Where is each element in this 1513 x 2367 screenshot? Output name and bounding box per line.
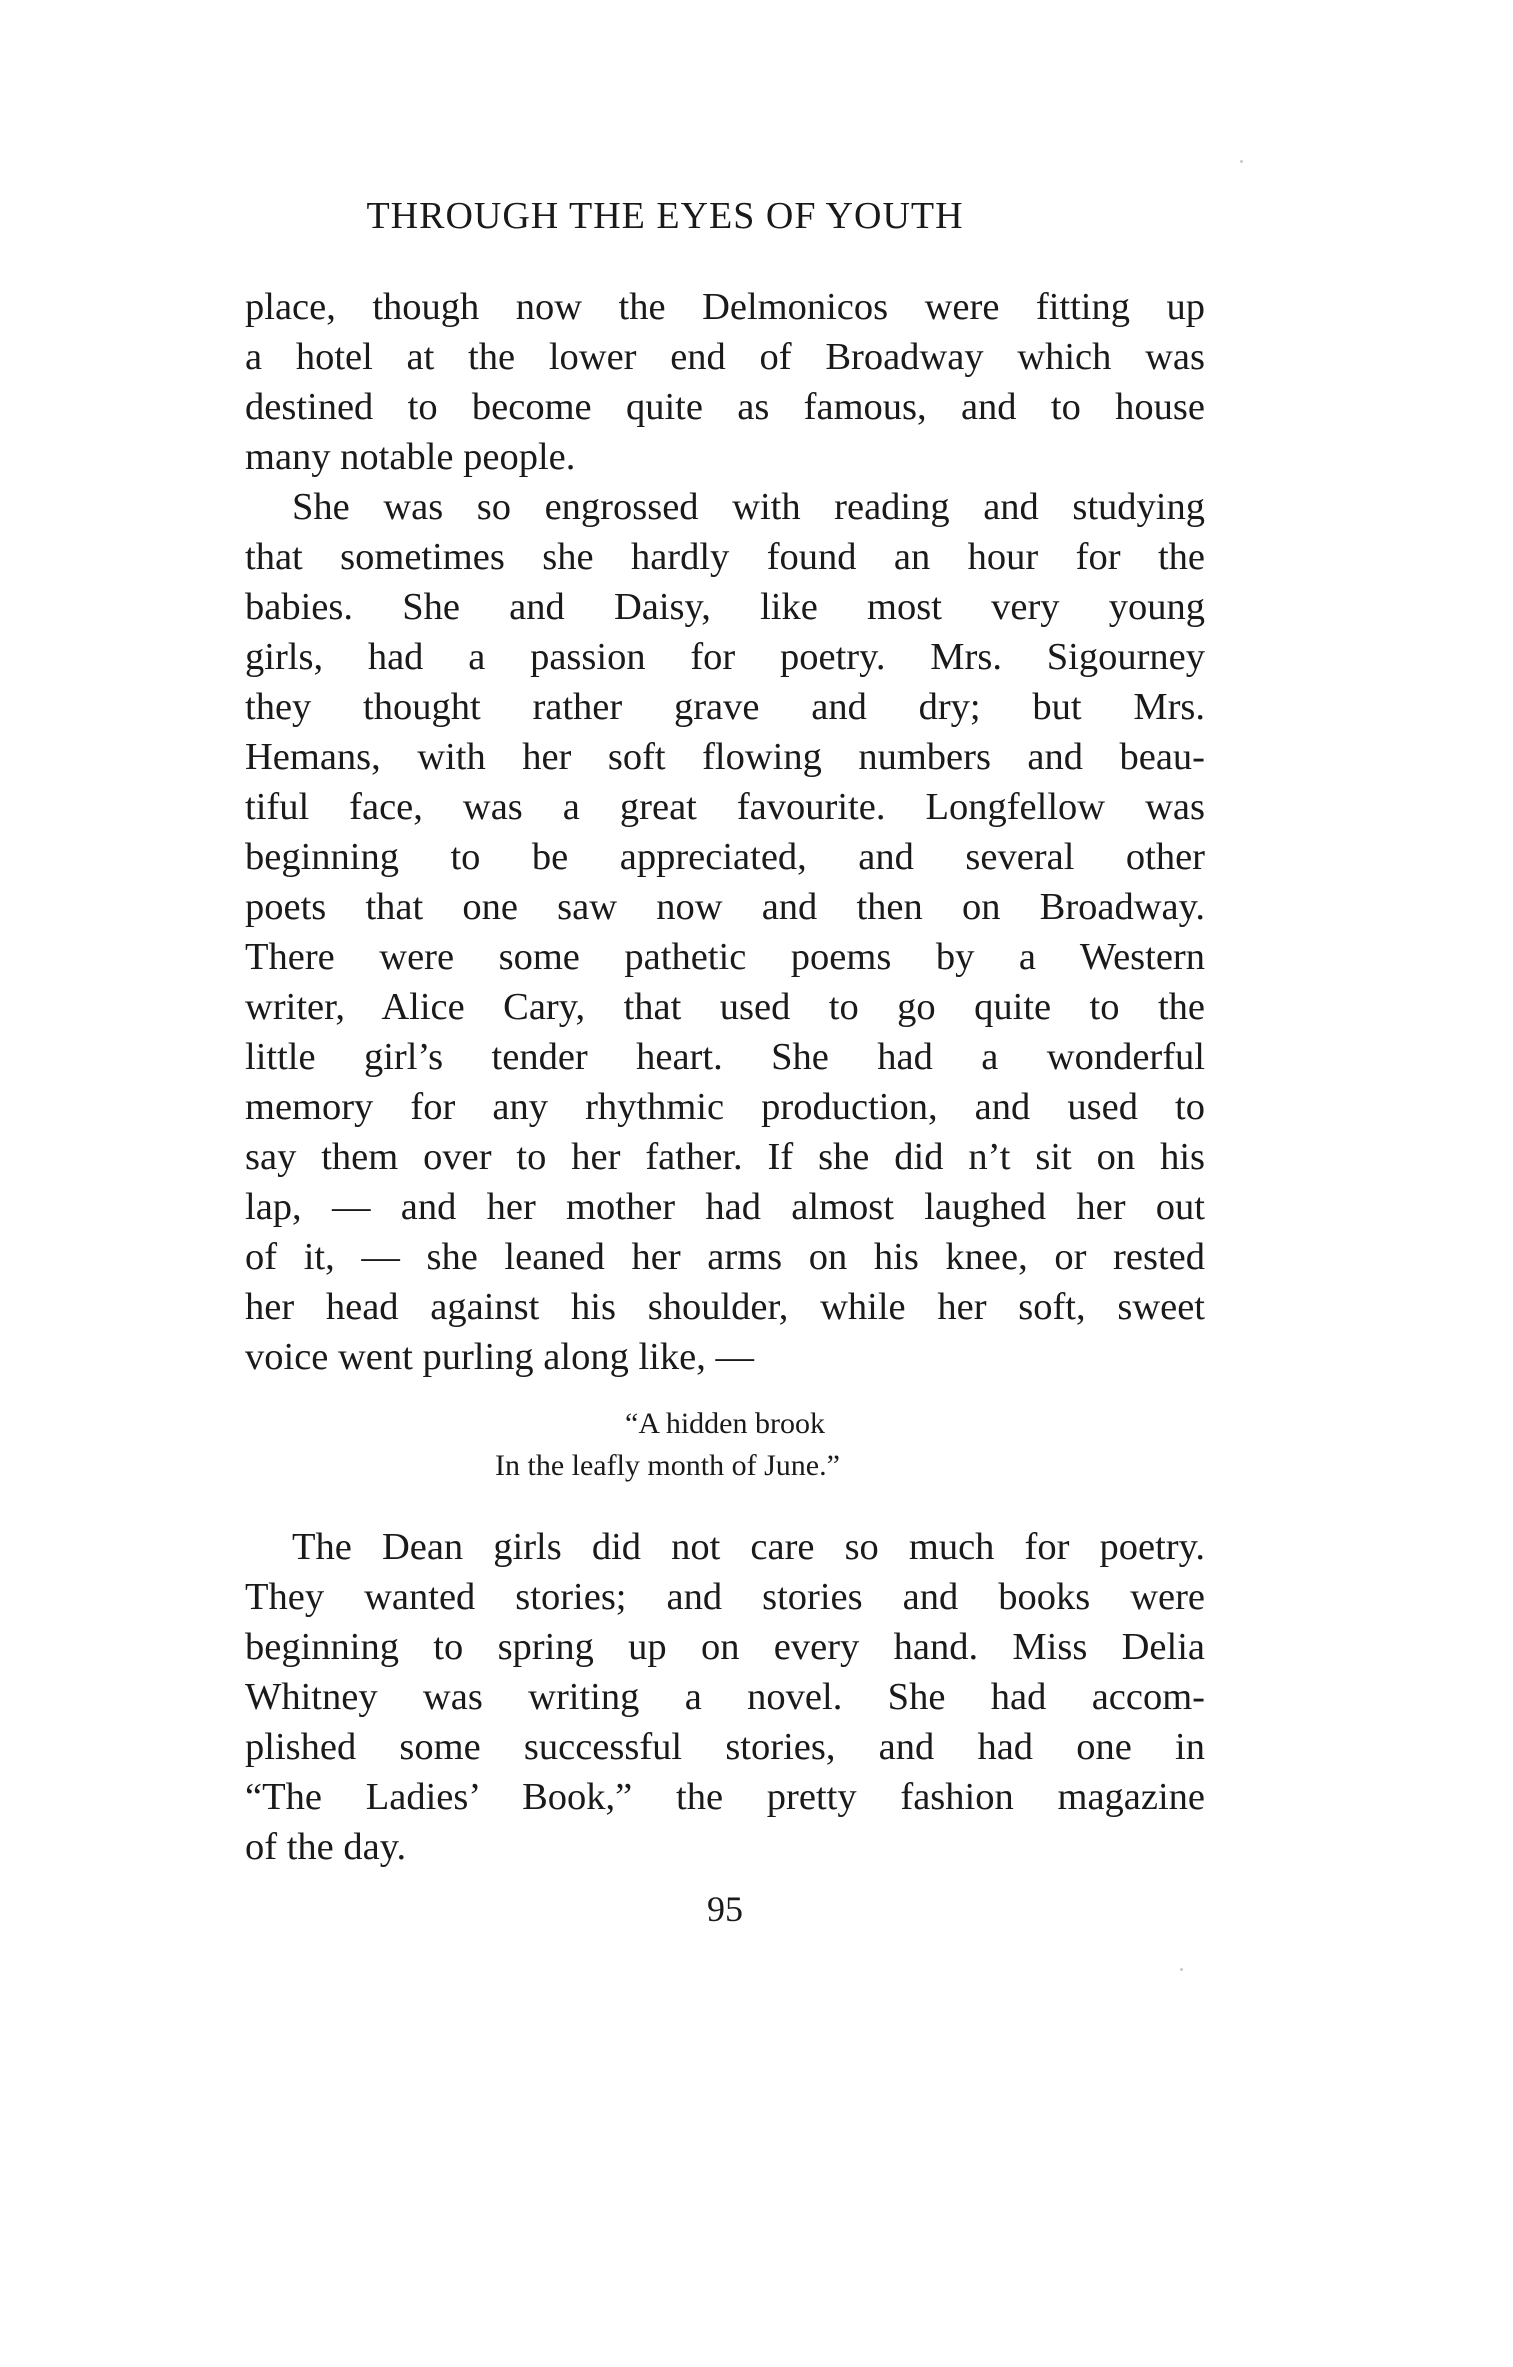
text-line: beginning to be appreciated, and several other <box>245 836 1205 878</box>
text-line: of the day. <box>245 1826 407 1868</box>
text-line: There were some pathetic poems by a Western <box>245 936 1205 978</box>
text-line: voice went purling along like, — <box>245 1336 754 1378</box>
text-line: girls, had a passion for poetry. Mrs. Sigourney <box>245 636 1205 678</box>
paragraph-1 <box>245 282 1205 482</box>
verse-line: In the leafly month of June.” <box>495 1449 840 1482</box>
text-line: tiful face, was a great favourite. Longfellow was <box>245 786 1205 828</box>
verse-quote <box>245 1403 1205 1487</box>
text-line: say them over to her father. If she did n’t sit on his <box>245 1136 1205 1178</box>
text-line: that sometimes she hardly found an hour for the <box>245 536 1205 578</box>
text-line: Hemans, with her soft flowing numbers and beau- <box>245 736 1205 778</box>
text-line: place, though now the Delmonicos were fitting up <box>245 286 1205 328</box>
running-header: THROUGH THE EYES OF YOUTH <box>366 195 964 237</box>
text-line: lap, — and her mother had almost laughed her out <box>245 1186 1205 1228</box>
text-line: destined to become quite as famous, and to house <box>245 386 1205 428</box>
text-line: She was so engrossed with reading and studying <box>292 486 1205 528</box>
text-line: her head against his shoulder, while her soft, sweet <box>245 1286 1205 1328</box>
text-line: “The Ladies’ Book,” the pretty fashion magazine <box>245 1776 1205 1818</box>
text-line: The Dean girls did not care so much for poetry. <box>292 1526 1205 1568</box>
text-line: they thought rather grave and dry; but Mrs. <box>245 686 1205 728</box>
text-line: poets that one saw now and then on Broadway. <box>245 886 1205 928</box>
text-line: writer, Alice Cary, that used to go quite to the <box>245 986 1205 1028</box>
text-line: memory for any rhythmic production, and used to <box>245 1086 1205 1128</box>
verse-line: “A hidden brook <box>625 1407 825 1440</box>
paper-speck <box>1180 1968 1183 1971</box>
text-line: of it, — she leaned her arms on his knee, or rested <box>245 1236 1205 1278</box>
text-line: little girl’s tender heart. She had a wonderful <box>245 1036 1205 1078</box>
text-line: babies. She and Daisy, like most very young <box>245 586 1205 628</box>
paragraph-2 <box>245 482 1205 1382</box>
text-line: many notable people. <box>245 436 576 478</box>
text-line: a hotel at the lower end of Broadway which was <box>245 336 1205 378</box>
text-line: plished some successful stories, and had one in <box>245 1726 1205 1768</box>
text-line: Whitney was writing a novel. She had accom- <box>245 1676 1205 1718</box>
paragraph-3 <box>245 1522 1205 1872</box>
text-line: beginning to spring up on every hand. Miss Delia <box>245 1626 1205 1668</box>
paper-speck <box>1240 160 1243 163</box>
text-line: They wanted stories; and stories and books were <box>245 1576 1205 1618</box>
page-number: 95 <box>707 1889 743 1929</box>
